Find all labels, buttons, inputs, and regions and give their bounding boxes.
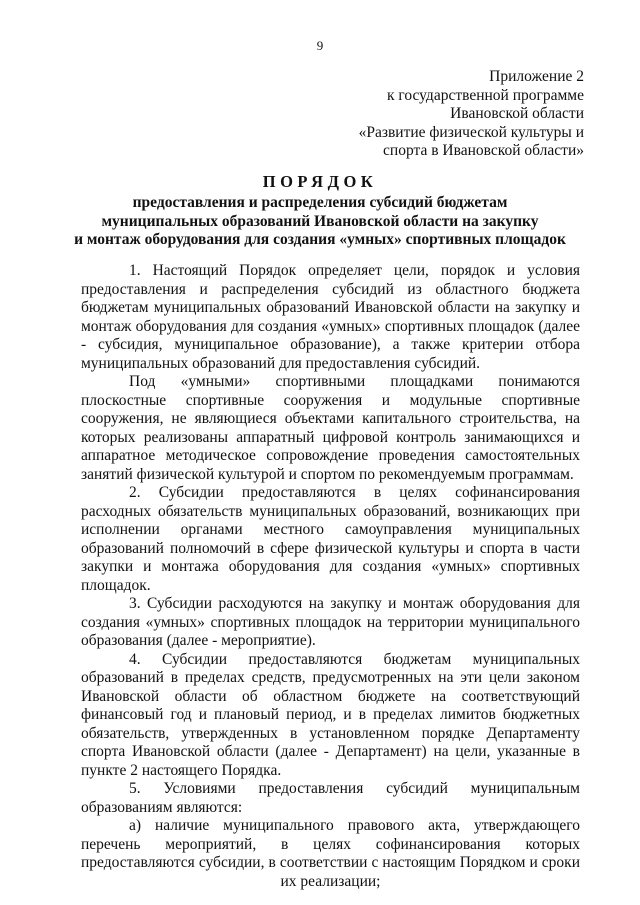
document-body <box>81 262 580 891</box>
document-title <box>0 172 640 250</box>
appendix-line: «Развитие физической культуры и <box>358 123 584 141</box>
paragraph-2: 2. Субсидии предоставляются в целях софинансирования расходных обязательств муниципальных образований, возникающих при исполнении органами местного самоуправления муниципальных образований полномочий в сфере физической культуры и спорта в части закупки и монтажа оборудования для создания «умных» спортивных площадок. <box>81 484 580 594</box>
appendix-line: Ивановской области <box>450 105 584 122</box>
appendix-line: к государственной программе <box>386 86 584 104</box>
paragraph-5: 5. Условиями предоставления субсидий муниципальным образованиям являются: <box>81 780 580 816</box>
page-number: 9 <box>316 38 324 53</box>
appendix-block <box>284 68 584 161</box>
title-line: муниципальных образований Ивановской области на закупку <box>101 212 539 230</box>
paragraph-5a: а) наличие муниципального правового акта, утверждающего перечень мероприятий, в целях софинансирования которых предоставляются субсидии, в соответствии с настоящим Порядком и сроки их реализации; <box>81 817 580 890</box>
appendix-line: спорта в Ивановской области» <box>383 142 584 159</box>
title-line: предоставления и распределения субсидий бюджетам <box>132 194 508 211</box>
paragraph-smart-grounds-definition: Под «умными» спортивными площадками понимаются плоскостные спортивные сооружения и модульные спортивные сооружения, не являющиеся объектами капитального строительства, на которых реализованы аппаратный цифровой контроль занимающихся и аппаратное методическое сопровождение проведения самостоятельных занятий физической культурой и спортом по рекомендуемым программам. <box>81 373 580 483</box>
title-line: и монтаж оборудования для создания «умных» спортивных площадок <box>74 231 566 248</box>
title-main: ПОРЯДОК <box>262 172 378 191</box>
paragraph-3: 3. Субсидии расходуются на закупку и монтаж оборудования для создания «умных» спортивных площадок на территории муниципального образования (далее - мероприятие). <box>81 595 580 649</box>
paragraph-1: 1. Настоящий Порядок определяет цели, порядок и условия предоставления и распределения субсидий из областного бюджета бюджетам муниципальных образований Ивановской области на закупку и монтаж оборудования для создания «умных» спортивных площадок (далее - субсидия, муниципальное образование), а также критерии отбора муниципальных образований для предоставления субсидий. <box>81 262 580 372</box>
appendix-line: Приложение 2 <box>489 68 584 85</box>
paragraph-4: 4. Субсидии предоставляются бюджетам муниципальных образований в пределах средств, предусмотренных на эти цели законом Ивановской области об областном бюджете на соответствующий финансовый год и плановый период, и в пределах лимитов бюджетных обязательств, утвержденных в установленном порядке Департаменту спорта Ивановской области (далее - Департамент) на цели, указанные в пункте 2 настоящего Порядка. <box>81 650 580 779</box>
